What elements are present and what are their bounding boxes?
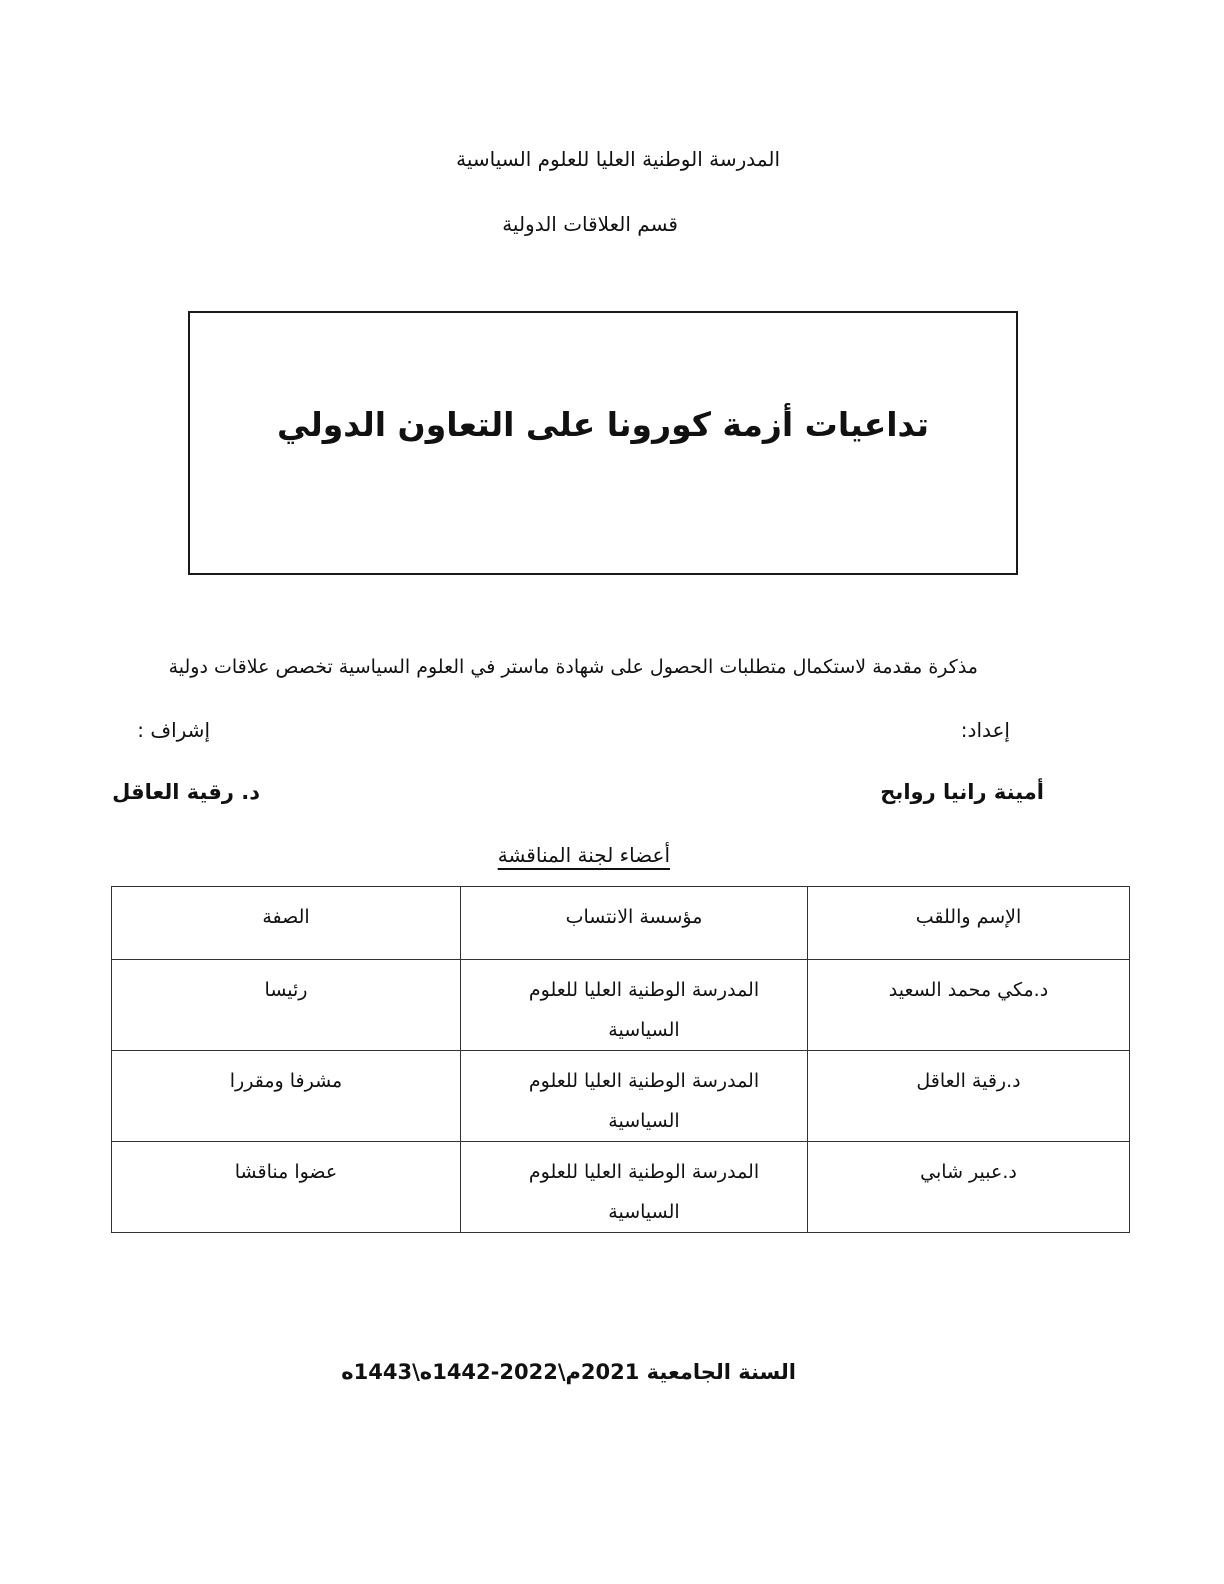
academic-year: السنة الجامعية 2021م\2022-1442ه\1443ه — [341, 1360, 796, 1384]
member-name: د.رقية العاقل — [808, 1051, 1130, 1142]
prepared-by-label: إعداد: — [960, 718, 1010, 742]
supervisor-name: د. رقية العاقل — [112, 780, 260, 804]
member-name: د.عبير شابي — [808, 1142, 1130, 1233]
member-institution: المدرسة الوطنية العليا للعلوم السياسية — [461, 1051, 808, 1142]
table-row — [112, 1142, 1130, 1233]
table-row — [112, 960, 1130, 1051]
table-header-row — [112, 887, 1130, 960]
member-role: رئيسا — [112, 960, 461, 1051]
supervisor-label: إشراف : — [137, 718, 210, 742]
member-role: مشرفا ومقررا — [112, 1051, 461, 1142]
committee-table — [111, 886, 1130, 1233]
committee-title: أعضاء لجنة المناقشة — [497, 843, 670, 867]
member-institution: المدرسة الوطنية العليا للعلوم السياسية — [461, 1142, 808, 1233]
column-header-name: الإسم واللقب — [808, 887, 1130, 960]
member-name: د.مكي محمد السعيد — [808, 960, 1130, 1051]
table-row — [112, 1051, 1130, 1142]
member-institution: المدرسة الوطنية العليا للعلوم السياسية — [461, 960, 808, 1051]
column-header-institution: مؤسسة الانتساب — [461, 887, 808, 960]
school-name: المدرسة الوطنية العليا للعلوم السياسية — [456, 147, 780, 171]
thesis-title: تداعيات أزمة كورونا على التعاون الدولي — [276, 405, 930, 444]
member-role: عضوا مناقشا — [112, 1142, 461, 1233]
student-name: أمينة رانيا روابح — [880, 780, 1044, 804]
memo-text: مذكرة مقدمة لاستكمال متطلبات الحصول على شهادة ماستر في العلوم السياسية تخصص علاقات دولية — [168, 656, 978, 678]
department-name: قسم العلاقات الدولية — [502, 212, 678, 236]
column-header-role: الصفة — [112, 887, 461, 960]
